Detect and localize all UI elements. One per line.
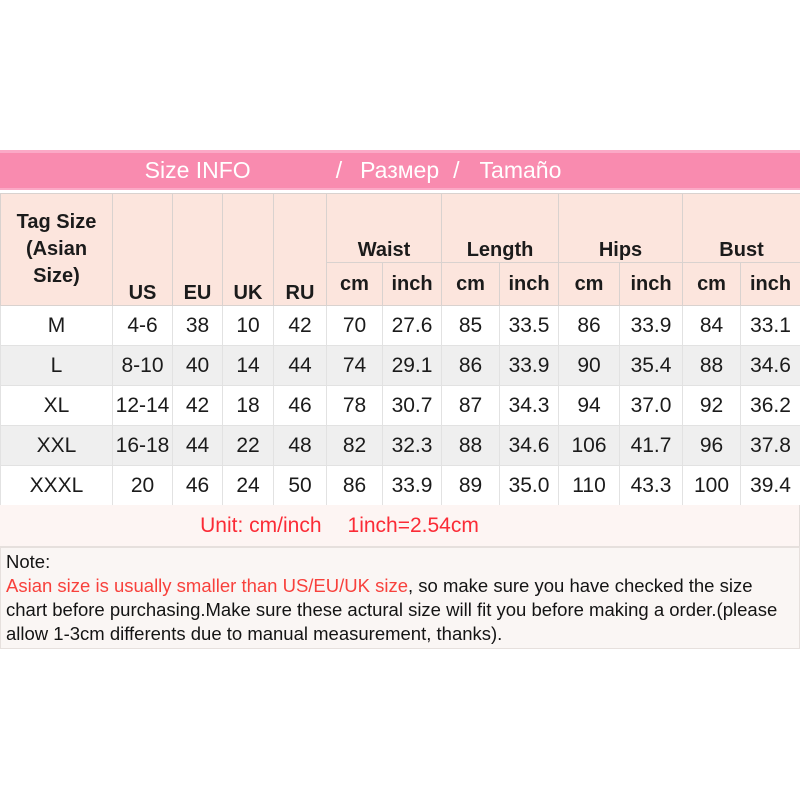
size-value-cell: 4-6 [113, 306, 173, 346]
table-row [1, 346, 800, 386]
size-value-cell: 38 [173, 306, 223, 346]
size-value-cell: 10 [223, 306, 274, 346]
header-tag-size [1, 194, 113, 306]
size-value-cell: 82 [327, 426, 383, 466]
header-bust: Bust [683, 194, 800, 263]
title-separator-1: / [335, 157, 343, 183]
size-value-cell: 32.3 [383, 426, 442, 466]
size-value-cell: 39.4 [741, 466, 800, 506]
header-length-inch: inch [500, 263, 559, 306]
size-value-cell: 96 [683, 426, 741, 466]
size-value-cell: 41.7 [620, 426, 683, 466]
title-razmer: Размер [360, 157, 440, 183]
note-label: Note: [6, 551, 51, 572]
size-value-cell: 110 [559, 466, 620, 506]
header-uk: UK [223, 194, 274, 306]
size-value-cell: 90 [559, 346, 620, 386]
header-hips: Hips [559, 194, 683, 263]
size-value-cell: 94 [559, 386, 620, 426]
header-hips-inch: inch [620, 263, 683, 306]
size-value-cell: 70 [327, 306, 383, 346]
title-bar [0, 150, 800, 190]
size-value-cell: 43.3 [620, 466, 683, 506]
title-tamano: Tamaño [479, 157, 562, 183]
header-ru: RU [274, 194, 327, 306]
header-bust-cm: cm [683, 263, 741, 306]
size-value-cell: 36.2 [741, 386, 800, 426]
size-value-cell: 24 [223, 466, 274, 506]
size-value-cell: 89 [442, 466, 500, 506]
size-value-cell: 27.6 [383, 306, 442, 346]
size-value-cell: 86 [327, 466, 383, 506]
size-value-cell: 85 [442, 306, 500, 346]
header-length: Length [442, 194, 559, 263]
header-tag-size-line1: Tag Size [16, 211, 97, 233]
size-value-cell: 37.8 [741, 426, 800, 466]
size-value-cell: 44 [274, 346, 327, 386]
size-value-cell: 87 [442, 386, 500, 426]
size-value-cell: 33.9 [383, 466, 442, 506]
size-value-cell: 20 [113, 466, 173, 506]
size-value-cell: 34.6 [741, 346, 800, 386]
size-value-cell: 29.1 [383, 346, 442, 386]
size-value-cell: 35.0 [500, 466, 559, 506]
size-value-cell: 106 [559, 426, 620, 466]
header-length-cm: cm [442, 263, 500, 306]
size-value-cell: 88 [683, 346, 741, 386]
size-value-cell: 86 [559, 306, 620, 346]
header-tag-size-line2: (Asian [25, 238, 88, 260]
size-value-cell: 48 [274, 426, 327, 466]
size-value-cell: 18 [223, 386, 274, 426]
tag-size-cell: L [1, 346, 113, 386]
table-row [1, 426, 800, 466]
size-value-cell: 42 [173, 386, 223, 426]
unit-row [0, 505, 800, 547]
title-bar-text [145, 157, 562, 184]
note-box [0, 547, 800, 649]
title-size-info: Size INFO [144, 157, 251, 183]
size-value-cell: 14 [223, 346, 274, 386]
header-tag-size-line3: Size) [33, 265, 80, 287]
unit-text [0, 514, 739, 538]
header-waist-cm: cm [327, 263, 383, 306]
size-value-cell: 92 [683, 386, 741, 426]
note-rest-text: , so make sure you have checked the size chart before purchasing.Make sure these actural size will fit you before making a order.(please allow 1-3cm differents due to manual measurement, thanks). [6, 575, 778, 644]
header-us: US [113, 194, 173, 306]
size-table [0, 193, 800, 506]
tag-size-cell: XXXL [1, 466, 113, 506]
header-waist-inch: inch [383, 263, 442, 306]
size-value-cell: 33.1 [741, 306, 800, 346]
size-table-body [1, 306, 800, 506]
size-value-cell: 33.9 [620, 306, 683, 346]
note-text [6, 574, 791, 646]
size-value-cell: 37.0 [620, 386, 683, 426]
table-row [1, 466, 800, 506]
size-value-cell: 33.5 [500, 306, 559, 346]
size-value-cell: 42 [274, 306, 327, 346]
unit-conversion: 1inch=2.54cm [347, 513, 479, 537]
table-row [1, 306, 800, 346]
header-waist: Waist [327, 194, 442, 263]
title-separator-2: / [453, 157, 460, 183]
size-value-cell: 46 [274, 386, 327, 426]
size-value-cell: 78 [327, 386, 383, 426]
tag-size-cell: M [1, 306, 113, 346]
size-value-cell: 40 [173, 346, 223, 386]
size-value-cell: 44 [173, 426, 223, 466]
size-value-cell: 16-18 [113, 426, 173, 466]
size-value-cell: 8-10 [113, 346, 173, 386]
size-value-cell: 84 [683, 306, 741, 346]
size-value-cell: 22 [223, 426, 274, 466]
size-value-cell: 50 [274, 466, 327, 506]
header-hips-cm: cm [559, 263, 620, 306]
size-value-cell: 88 [442, 426, 500, 466]
size-value-cell: 30.7 [383, 386, 442, 426]
tag-size-cell: XXL [1, 426, 113, 466]
size-value-cell: 100 [683, 466, 741, 506]
header-row-groups [1, 194, 800, 263]
size-value-cell: 34.6 [500, 426, 559, 466]
size-value-cell: 74 [327, 346, 383, 386]
size-value-cell: 46 [173, 466, 223, 506]
table-row [1, 386, 800, 426]
tag-size-cell: XL [1, 386, 113, 426]
size-value-cell: 86 [442, 346, 500, 386]
note-red-text: Asian size is usually smaller than US/EU/UK size [6, 575, 409, 596]
unit-label: Unit: cm/inch [200, 513, 322, 537]
size-value-cell: 12-14 [113, 386, 173, 426]
header-bust-inch: inch [741, 263, 800, 306]
size-value-cell: 33.9 [500, 346, 559, 386]
header-eu: EU [173, 194, 223, 306]
size-value-cell: 34.3 [500, 386, 559, 426]
size-value-cell: 35.4 [620, 346, 683, 386]
